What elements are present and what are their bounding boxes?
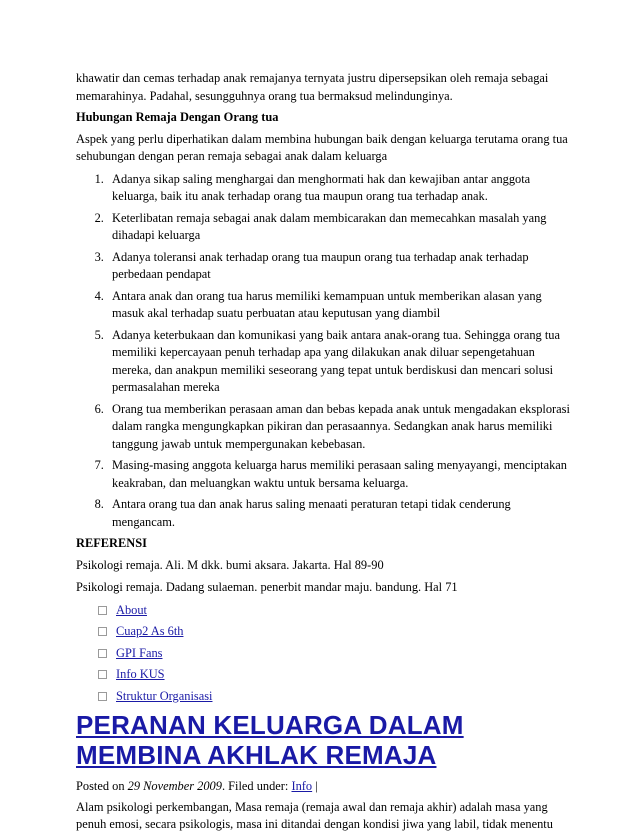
list-item: 6. Orang tua memberikan perasaan aman dan bebas kepada anak untuk mengadakan eksplorasi dalam rangka mengungkapkan pikiran dan perasaannya. Sedangkan anak harus memiliki tanggung jawab untuk mempergunakan kebebasan. <box>107 401 570 454</box>
list-item: 3. Adanya toleransi anak terhadap orang tua maupun orang tua terhadap anak terhadap perbedaan pendapat <box>107 249 570 284</box>
post-title[interactable]: PERANAN KELUARGA DALAM MEMBINA AKHLAK REMAJA <box>76 710 464 770</box>
link-cuap2[interactable]: Cuap2 As 6th <box>116 624 184 638</box>
page-links-list <box>76 602 570 706</box>
reference-item: Psikologi remaja. Dadang sulaeman. penerbit mandar maju. bandung. Hal 71 <box>76 580 458 594</box>
references-heading: REFERENSI <box>76 536 147 550</box>
list-item: 2. Keterlibatan remaja sebagai anak dalam membicarakan dan memecahkan masalah yang dihadapi keluarga <box>107 210 570 245</box>
link-item-about <box>98 602 570 620</box>
list-item: 8. Antara orang tua dan anak harus saling menaati peraturan tetapi tidak cenderung mengancam. <box>107 496 570 531</box>
posted-on-label: Posted on <box>76 779 125 793</box>
link-item-info-kus <box>98 666 570 684</box>
category-link[interactable]: Info <box>291 779 313 793</box>
link-struktur-organisasi[interactable]: Struktur Organisasi <box>116 688 213 703</box>
link-item-gpi-fans <box>98 645 570 663</box>
link-item-cuap2 <box>98 623 570 641</box>
section-intro: Aspek yang perlu diperhatikan dalam membina hubungan baik dengan keluarga terutama orang tua sehubungan dengan peran remaja sebagai anak dalam keluarga <box>76 131 568 163</box>
meta-separator: | <box>315 779 318 793</box>
list-item: 5. Adanya keterbukaan dan komunikasi yang baik antara anak-orang tua. Sehingga orang tua memiliki kepercayaan penuh terhadap apa yang dilakukan anak diluar sepengetahuan mereka, dan anakpun memiliki seseorang yang tepat untuk berdiskusi dan mencari solusi permasalahan mereka <box>107 327 570 397</box>
aspect-list <box>76 171 570 532</box>
link-info-kus[interactable]: Info KUS <box>116 667 165 681</box>
link-item-struktur <box>98 688 570 706</box>
post-date: 29 November 2009 <box>127 779 222 793</box>
bullet-box-icon <box>98 606 107 615</box>
bullet-box-icon <box>98 649 107 658</box>
intro-paragraph: khawatir dan cemas terhadap anak remajanya ternyata justru dipersepsikan oleh remaja sebagai memarahinya. Padahal, sesungguhnya orang tua bermaksud melindunginya. <box>76 71 549 103</box>
list-item: 4. Antara anak dan orang tua harus memiliki kemampuan untuk memberikan alasan yang masuk akal terhadap suatu perbuatan atau keputusan yang diambil <box>107 288 570 323</box>
link-about[interactable]: About <box>116 602 147 617</box>
bullet-box-icon <box>98 627 107 636</box>
filed-under-label: . Filed under: <box>221 779 289 793</box>
section-heading: Hubungan Remaja Dengan Orang tua <box>76 110 279 124</box>
list-item: 1. Adanya sikap saling menghargai dan menghormati hak dan kewajiban antar anggota keluarga, baik itu anak terhadap orang tua maupun orang tua terhadap anak. <box>107 171 570 206</box>
link-gpi-fans[interactable]: GPI Fans <box>116 645 163 660</box>
bullet-box-icon <box>98 670 107 679</box>
page-content <box>76 70 570 839</box>
reference-item: Psikologi remaja. Ali. M dkk. bumi aksara. Jakarta. Hal 89-90 <box>76 557 384 572</box>
list-item: 7. Masing-masing anggota keluarga harus memiliki perasaan saling menyayangi, menciptakan keakraban, dan meluangkan waktu untuk bersama keluarga. <box>107 457 570 492</box>
post-meta <box>76 778 570 796</box>
post-body: Alam psikologi perkembangan, Masa remaja (remaja awal dan remaja akhir) adalah masa yang penuh emosi, secara psikologis, masa ini ditandai dengan kondisi jiwa yang labil, tidak menentu <box>76 799 553 831</box>
bullet-box-icon <box>98 692 107 701</box>
